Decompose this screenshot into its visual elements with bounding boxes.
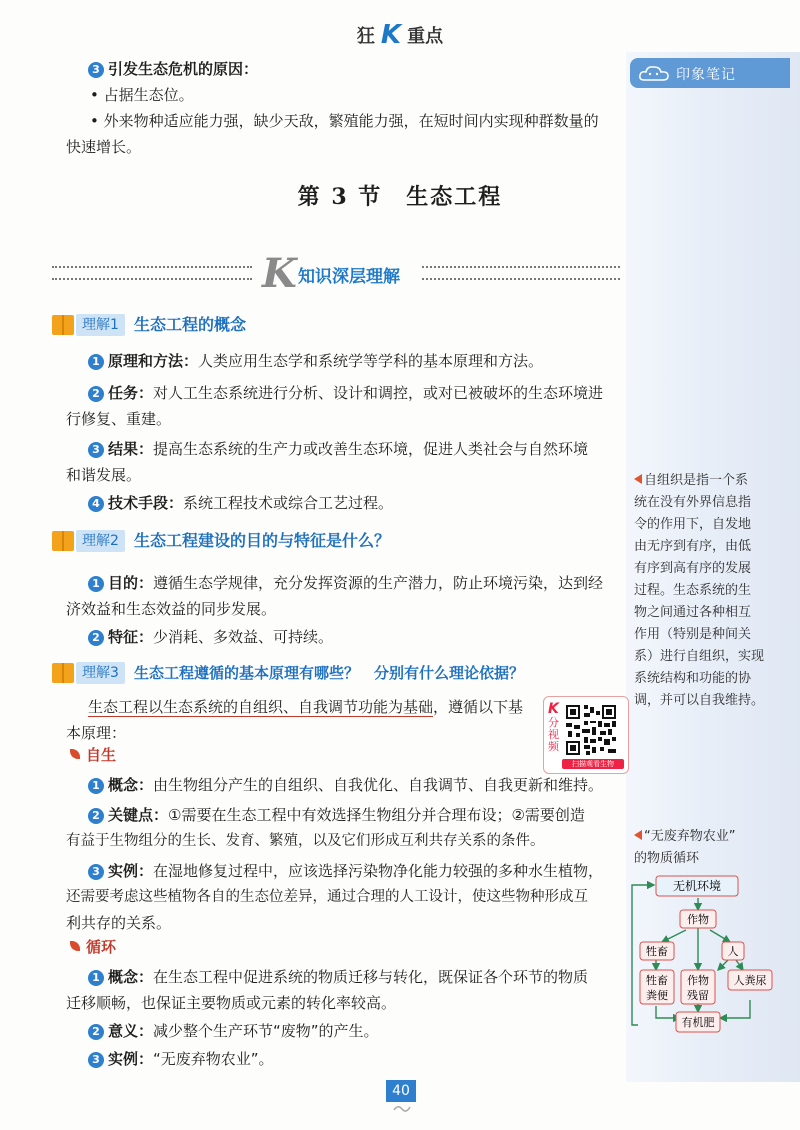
side-note-line: 有序到高有序的发展 <box>634 561 752 576</box>
lj1-item-3 <box>88 436 626 462</box>
banner-dots-left <box>52 266 252 280</box>
side-note-line: 统在没有外界信息指 <box>634 495 752 510</box>
side-note-text: “无废弃物农业” <box>644 829 736 844</box>
intro-rest: ，遵循以下基 <box>433 698 524 716</box>
intro-bullet-1: • 占据生态位。 <box>90 86 194 104</box>
side-note-text: 自组织是指一个系 <box>644 473 749 488</box>
understanding-title: 生态工程的概念 <box>134 315 247 334</box>
num-badge: 1 <box>88 354 104 370</box>
item-label: 关键点： <box>108 806 169 824</box>
intro-bullet-2a: • 外来物种适应能力强，缺少天敌，繁殖能力强，在短时间内实现种群数量的 <box>90 112 599 130</box>
item-text: 在生态工程中促进系统的物质迁移与转化，既保证各个环节的物质 <box>153 968 589 986</box>
side-note-line <box>634 826 764 848</box>
num-badge: 3 <box>88 442 104 458</box>
item-text: 减少整个生产环节“废物”的产生。 <box>153 1022 379 1040</box>
side-note-line: 作用（特别是种间关 <box>634 627 752 642</box>
book-icon <box>52 315 74 335</box>
item-label: 概念： <box>108 968 154 986</box>
side-note-line: 令的作用下，自发地 <box>634 517 752 532</box>
zisheng-item-1 <box>88 772 626 798</box>
lj3-intro-cont: 本原理： <box>66 724 127 742</box>
num-badge: 2 <box>88 808 104 824</box>
zisheng-item-2-cont: 有益于生物组分的生长、发育、繁殖，以及它们形成互利共存关系的条件。 <box>66 833 545 849</box>
node-label: 牲畜 <box>646 974 668 987</box>
side-note-line: 系统结构和功能的协 <box>634 671 752 686</box>
lj2-item-1-cont: 济效益和生态效益的同步发展。 <box>66 600 277 618</box>
item-label: 概念： <box>108 776 154 794</box>
zisheng-item-3-cont2: 利共存的关系。 <box>66 914 172 932</box>
leaf-icon <box>70 941 80 951</box>
node-label: 人 <box>727 945 739 958</box>
node-label: 粪便 <box>646 989 668 1002</box>
zisheng-item-3 <box>88 858 626 884</box>
num-badge: 2 <box>88 386 104 402</box>
xunhuan-item-1-cont: 迁移顺畅，也保证主要物质或元素的转化率较高。 <box>66 994 397 1012</box>
notes-tab <box>630 58 790 88</box>
section-title: 第 3 节 生态工程 <box>297 184 503 210</box>
item-label: 实例： <box>108 862 154 880</box>
item-text: 提高生态系统的生产力或改善生态环境，促进人类社会与自然环境 <box>153 440 589 458</box>
understanding-2-header <box>52 528 612 554</box>
side-note-cycle <box>634 826 764 870</box>
side-note-line: 系）进行自组织，实现 <box>634 649 765 664</box>
understanding-1-header <box>52 312 612 338</box>
book-icon <box>52 531 74 551</box>
side-note-line: 物之间通过各种相互 <box>634 605 752 620</box>
node-label: 残留 <box>687 989 709 1002</box>
understanding-tag: 理解1 <box>76 314 125 336</box>
item-text: “无废弃物农业”。 <box>153 1050 274 1068</box>
lj1-item-4 <box>88 490 648 516</box>
lj3-intro <box>88 694 548 720</box>
zisheng-item-2 <box>88 802 626 828</box>
qr-vertical-label: 分视频 <box>548 716 559 753</box>
node-label: 人粪尿 <box>733 974 767 987</box>
pointer-icon <box>634 830 642 840</box>
item-label: 目的： <box>108 574 154 592</box>
subsection-title: 自生 <box>86 746 117 764</box>
node-label: 牲畜 <box>646 945 668 958</box>
pointer-icon <box>634 474 642 484</box>
node-manure <box>640 970 674 1004</box>
side-note-line <box>634 470 764 492</box>
num-badge: 1 <box>88 576 104 592</box>
intro-heading-text: 引发生态危机的原因： <box>108 60 259 78</box>
lj2-item-2 <box>88 624 648 650</box>
knowledge-banner <box>52 250 620 296</box>
num-badge: 3 <box>88 62 104 78</box>
node-label: 有机肥 <box>681 1016 715 1029</box>
lj1-item-3-cont: 和谐发展。 <box>66 466 142 484</box>
node-waste <box>728 970 772 990</box>
node-label: 作物 <box>687 974 709 987</box>
swirl-ornament-icon <box>392 1104 412 1114</box>
num-badge: 2 <box>88 630 104 646</box>
header-right-text: 重点 <box>407 26 444 47</box>
lj1-item-2 <box>88 380 626 406</box>
node-crop <box>680 910 716 928</box>
header-left-text: 狂 <box>356 26 375 47</box>
side-note-line: 调，并可以自我维持。 <box>634 693 765 708</box>
item-text: 人类应用生态学和系统学等学科的基本原理和方法。 <box>198 352 544 370</box>
material-cycle-diagram <box>628 870 788 1040</box>
node-livestock <box>640 942 674 960</box>
notes-tab-label: 印象笔记 <box>676 67 736 83</box>
node-residue <box>681 970 715 1004</box>
item-text: 遵循生态学规律，充分发挥资源的生产潜力，防止环境污染，达到经 <box>153 574 604 592</box>
side-note-self-organization <box>634 470 764 712</box>
item-label: 结果： <box>108 440 154 458</box>
book-icon <box>52 663 74 683</box>
banner-k-logo: K <box>262 250 297 297</box>
underlined-text: 生态工程以生态系统的自组织、自我调节功能为基础 <box>88 698 434 716</box>
zisheng-item-3-cont: 还需要考虑这些植物各自的生态位差异，通过合理的人工设计，使这些物种形成互 <box>66 889 588 905</box>
node-human <box>722 942 744 960</box>
side-note-line: 过程。生态系统的生 <box>634 583 752 598</box>
page-number: 40 <box>386 1080 416 1102</box>
xunhuan-item-1 <box>88 964 626 990</box>
side-note-line: 的物质循环 <box>634 851 700 866</box>
banner-dots-right <box>422 266 620 280</box>
understanding-3-header <box>52 660 622 686</box>
understanding-title: 生态工程建设的目的与特征是什么？ <box>134 531 391 550</box>
qr-k-logo: K <box>548 701 559 717</box>
node-env <box>656 876 738 896</box>
item-label: 技术手段： <box>108 494 184 512</box>
num-badge: 3 <box>88 1052 104 1068</box>
item-text: ①需要在生态工程中有效选择生物组分并合理布设；②需要创造 <box>168 806 585 824</box>
item-label: 意义： <box>108 1022 154 1040</box>
node-fertilizer <box>676 1012 720 1032</box>
intro-heading <box>88 56 648 82</box>
item-text: 系统工程技术或综合工艺过程。 <box>183 494 394 512</box>
item-text: 在湿地修复过程中，应该选择污染物净化能力较强的多种水生植物， <box>153 862 604 880</box>
understanding-title: 生态工程遵循的基本原理有哪些？ 分别有什么理论依据？ <box>134 664 525 682</box>
lj1-item-1 <box>88 348 648 374</box>
num-badge: 3 <box>88 864 104 880</box>
leaf-icon <box>70 749 80 759</box>
node-label: 作物 <box>687 913 709 926</box>
node-label: 无机环境 <box>672 879 722 893</box>
lj1-item-2-cont: 行修复、重建。 <box>66 410 172 428</box>
num-badge: 4 <box>88 496 104 512</box>
intro-bullet-2b: 快速增长。 <box>66 138 142 156</box>
item-text: 由生物组分产生的自组织、自我优化、自我调节、自我更新和维持。 <box>153 776 604 794</box>
qr-code-icon <box>564 703 618 757</box>
qr-caption: 扫描观看生物 <box>562 759 624 769</box>
item-text: 少消耗、多效益、可持续。 <box>153 628 334 646</box>
understanding-tag: 理解3 <box>76 662 125 684</box>
item-text: 对人工生态系统进行分析、设计和调控，或对已被破坏的生态环境进 <box>153 384 604 402</box>
num-badge: 1 <box>88 970 104 986</box>
item-label: 实例： <box>108 1050 154 1068</box>
banner-title: 知识深层理解 <box>298 267 400 287</box>
understanding-tag: 理解2 <box>76 530 125 552</box>
subsection-title: 循环 <box>86 938 117 956</box>
side-note-line: 由无序到有序，由低 <box>634 539 752 554</box>
xunhuan-item-3 <box>88 1046 648 1072</box>
video-qr-code[interactable] <box>543 696 629 774</box>
item-label: 特征： <box>108 628 154 646</box>
num-badge: 2 <box>88 1024 104 1040</box>
xunhuan-item-2 <box>88 1018 648 1044</box>
header-k-logo: K <box>380 20 402 50</box>
item-label: 原理和方法： <box>108 352 199 370</box>
num-badge: 1 <box>88 778 104 794</box>
page-header <box>0 20 800 50</box>
item-label: 任务： <box>108 384 154 402</box>
lj2-item-1 <box>88 570 626 596</box>
subsection-xunhuan <box>70 936 116 957</box>
subsection-zisheng <box>70 744 116 765</box>
